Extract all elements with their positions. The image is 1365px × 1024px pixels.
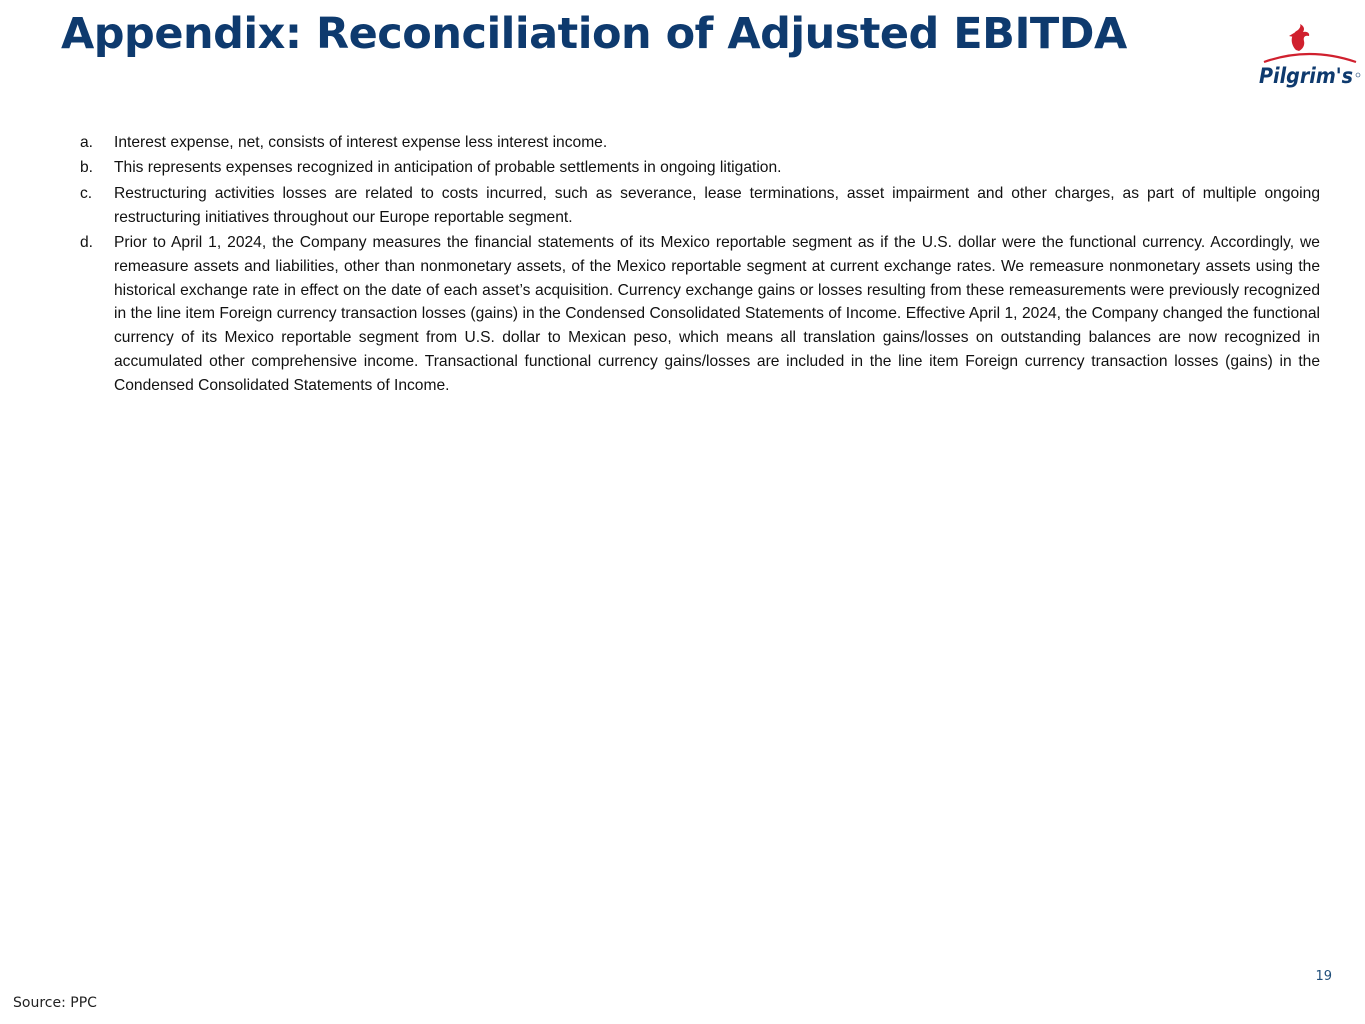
page-title: Appendix: Reconciliation of Adjusted EBITDA: [61, 9, 1127, 59]
footnote-marker: d.: [80, 233, 94, 251]
logo-wordmark: Pilgrim's: [1259, 64, 1353, 88]
footnote-marker: b.: [80, 159, 94, 177]
rooster-icon: [1289, 24, 1309, 51]
footnotes-list: [80, 131, 1320, 399]
page-number: 19: [1315, 969, 1332, 984]
pilgrims-logo: [1256, 24, 1362, 90]
footnote-text: Prior to April 1, 2024, the Company measures the financial statements of its Mexico reportable segment as if the U.S. dollar were the functional currency. Accordingly, we remeasure assets and liabilities, other than nonmonetary assets, of the Mexico reportable segment at current exchange rates. We remeasure nonmonetary assets using the historical exchange rate in effect on the date of each asset’s acquisition. Currency exchange gains or losses resulting from these remeasurements were previously recognized in the line item Foreign currency transaction losses (gains) in the Condensed Consolidated Statements of Income. Effective April 1, 2024, the Company changed the functional currency of its Mexico reportable segment from U.S. dollar to Mexican peso, which means all translation gains/losses on outstanding balances are now recognized in accumulated other comprehensive income. Transactional functional currency gains/losses are included in the line item Foreign currency transaction losses (gains) in the Condensed Consolidated Statements of Income.: [114, 233, 1320, 394]
registered-mark-icon: [1356, 73, 1360, 77]
footnote-b: [80, 156, 1320, 180]
source-note: Source: PPC: [13, 995, 97, 1011]
footnote-text: Restructuring activities losses are related to costs incurred, such as severance, lease terminations, asset impairment and other charges, as part of multiple ongoing restructuring initiatives throughout our Europe reportable segment.: [114, 184, 1320, 226]
footnote-marker: a.: [80, 134, 94, 151]
footnote-c: [80, 182, 1320, 230]
footnote-text: Interest expense, net, consists of interest expense less interest income.: [114, 134, 608, 151]
footnote-a: [80, 131, 1320, 155]
footnote-text: This represents expenses recognized in anticipation of probable settlements in ongoing litigation.: [114, 159, 782, 177]
footnote-marker: c.: [80, 184, 93, 202]
footnote-d: [80, 231, 1320, 398]
